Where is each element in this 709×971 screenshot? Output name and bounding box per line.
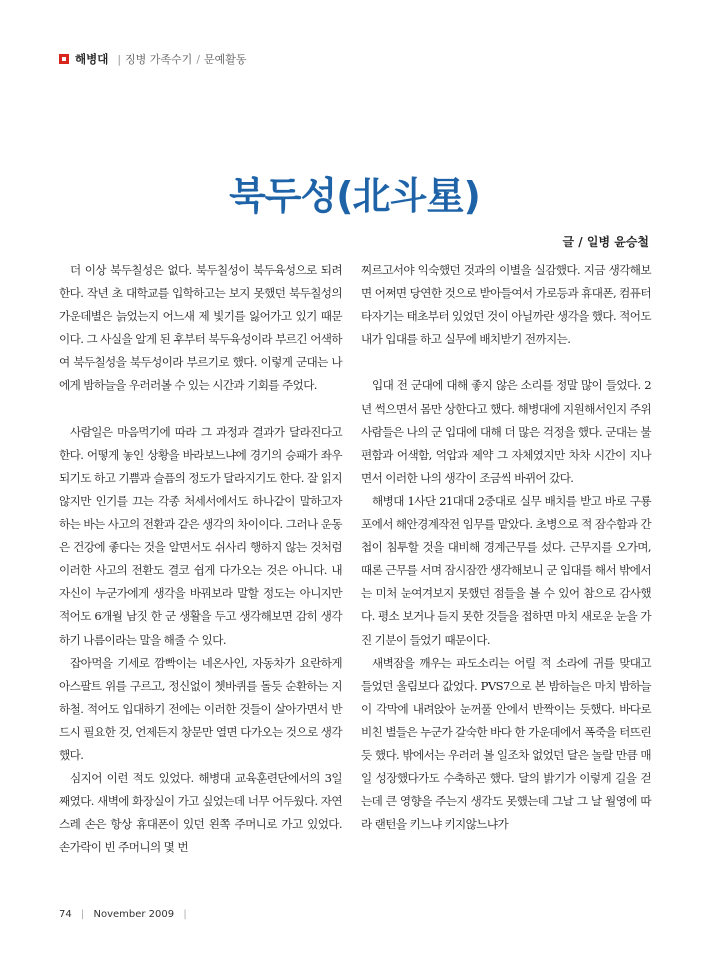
paragraph: 심지어 이런 적도 있었다. 해병대 교육훈련단에서의 3일째였다. 새벽에 화장실이 가고 싶었는데 너무 어두웠다. 자연스레 손은 항상 휴대폰이 있던 왼쪽 주머니로 가고 있었다. 손가락이 빈 주머니의 몇 번 <box>59 771 342 855</box>
paragraph: 새벽잠을 깨우는 파도소리는 어릴 적 소라에 귀를 맞대고 들었던 울림보다 값었다. PVS7으로 본 밤하늘은 마치 밤하늘이 각막에 내려앉아 눈꺼풀 안에서 반짝이는 듯했다. 바다로 비친 별들은 누군가 갈숙한 바다 한 가운데에서 폭죽을 터뜨린 듯 했다. 밖에서는 우러러 볼 일조차 없었던 달은 놀랄 만큼 매일 성장했다가도 수축하곤 했다. 달의 밝기가 이렇게 길을 걷는데 큰 영향을 주는지 생각도 못했는데 그날 그 날 월영에 따라 랜턴을 키느냐 키지않느냐가 <box>361 655 651 832</box>
header-subsection: 문예활동 <box>204 53 247 66</box>
header-separator: | <box>117 52 122 66</box>
section-header <box>59 51 247 67</box>
paragraph: 더 이상 북두칠성은 없다. 북두칠성이 북두육성으로 되려한다. 작년 초 대학교를 입학하고는 보지 못했던 북두칠성의 가운데별은 늙었는지 어느새 제 빛기를 잃어가고 있기 때문이다. 그 사실을 알게 된 후부터 북두육성이라 부르긴 어색하여 북두칠성을 북두성이라 부르기로 했다. 이렇게 군대는 나에게 밤하늘을 우러러볼 수 있는 시간과 기회를 주었다. <box>59 263 342 393</box>
page-number: 74 <box>59 909 72 920</box>
header-brand: 해병대 <box>75 52 109 66</box>
page-footer <box>59 909 193 920</box>
paragraph: 잡아먹을 기세로 깜빡이는 네온사인, 자동차가 요란하게 아스팔트 위를 구르고, 정신없이 쳇바퀴를 돌듯 순환하는 지하철. 적어도 입대하기 전에는 이러한 것들이 살아가면서 반드시 필요한 것, 언제든지 창문만 열면 다가오는 것으로 생각했다. <box>59 655 342 762</box>
paragraph-gap <box>59 398 342 421</box>
section-marker-icon <box>59 54 69 64</box>
article-right-column <box>361 259 651 836</box>
footer-separator: | <box>183 909 187 920</box>
paragraph: 찌르고서야 익숙했던 것과의 이별을 실감했다. 지금 생각해보면 어쩌면 당연한 것으로 받아들여서 가로등과 휴대폰, 컴퓨터 타자기는 태초부터 있었던 것이 아닐까란 생각을 했다. 적어도 내가 입대를 하고 실무에 배치받기 전까지는. <box>361 263 651 347</box>
issue-date: November 2009 <box>93 909 175 920</box>
paragraph: 사람일은 마음먹기에 따라 그 과정과 결과가 달라진다고 한다. 어떻게 놓인 상황을 바라보느냐에 경기의 승패가 좌우되기도 하고 기쁨과 슬픔의 정도가 달라지기도 한다. 잘 읽지 않지만 인기를 끄는 각종 처세서에서도 하나같이 말하고자 하는 바는 사고의 전환과 같은 생각의 차이이다. 그러나 운동은 건강에 좋다는 것을 알면서도 쉬사리 행하지 않는 것처럼 이러한 사고의 전환도 결코 쉽게 다가오는 것은 아니다. 내 자신이 누군가에게 생각을 바꿔보라 말할 정도는 아니지만 적어도 6개월 남짓 한 군 생활을 두고 생각해보면 감히 생각하기 나름이라는 말을 해줄 수 있다. <box>59 424 342 647</box>
article-byline: 글 / 일병 윤승철 <box>562 235 649 249</box>
paragraph: 입대 전 군대에 대해 좋지 않은 소리를 정말 많이 들었다. 2년 썩으면서 몸만 상한다고 했다. 해병대에 지원해서인지 주위 사람들은 나의 군 입대에 대해 더 많은 걱정을 했다. 군대는 불편함과 어색함, 억압과 제약 그 자체였지만 차차 시간이 지나면서 이러한 나의 생각이 조금씩 바뀌어 갔다. <box>361 378 651 485</box>
paragraph: 해병대 1사단 21대대 2중대로 실무 배치를 받고 바로 구룡포에서 해안경계작전 임무를 맡았다. 초병으로 적 잠수함과 간첩이 침투할 것을 대비해 경계근무를 섰다. 근무지를 오가며, 때론 근무를 서며 잠시잠깐 생각해보니 군 입대를 해서 밖에서는 미처 눈여겨보지 못했던 점들을 볼 수 있어 참으로 감사했다. 평소 보거나 듣지 못한 것들을 접하면 마치 새로운 눈을 가진 기분이 들었기 때문이다. <box>361 493 651 647</box>
paragraph-gap <box>361 351 651 374</box>
article-title: 북두성(北斗星) <box>229 174 480 218</box>
header-separator: / <box>196 52 201 66</box>
header-section: 징병 가족수기 <box>125 53 193 66</box>
article-left-column <box>59 259 342 859</box>
footer-separator: | <box>80 909 85 920</box>
